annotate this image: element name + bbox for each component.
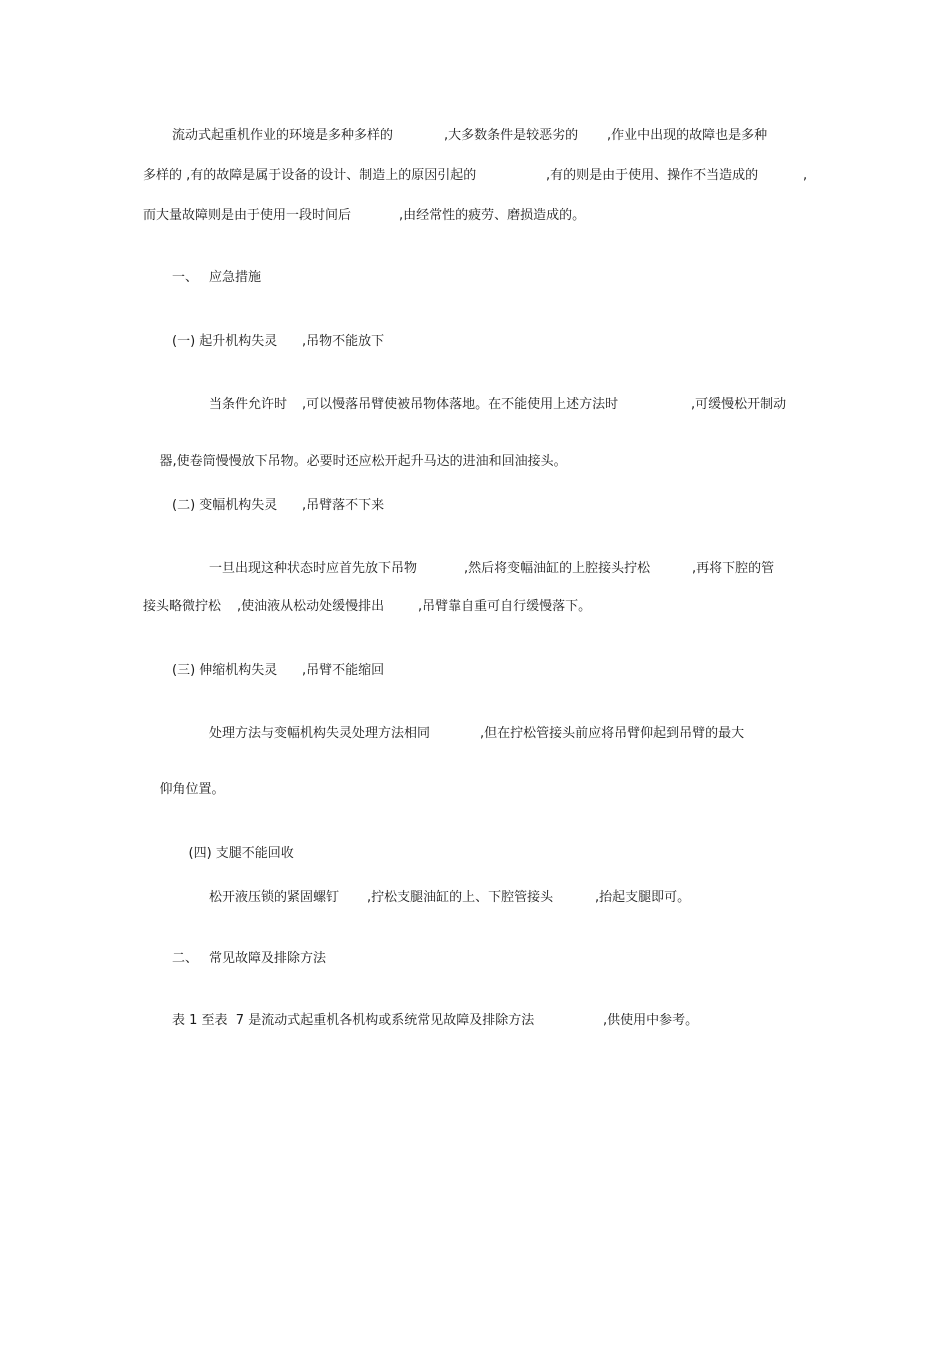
text-segment: , (803, 168, 808, 183)
heading-number: 一、 (172, 270, 199, 285)
text-segment: 流动式起重机作业的环境是多种多样的 (172, 128, 394, 143)
text-segment: (一) 起升机构失灵 (172, 334, 278, 349)
text-segment: 而大量故障则是由于使用一段时间后 (143, 208, 352, 223)
text-segment: (二) 变幅机构失灵 (172, 498, 278, 513)
text-segment: 仰角位置。 (159, 782, 225, 797)
text-segment: 一旦出现这种状态时应首先放下吊物 (209, 561, 418, 576)
section-2-line-1 (0, 1012, 950, 1084)
subsection-1-line-2 (143, 435, 567, 489)
heading-number: 二、 (172, 951, 199, 966)
text-segment: 多样的 ,有的故障是属于设备的设计、制造上的原因引起的 (143, 168, 477, 183)
subsection-2-title (0, 497, 950, 569)
text-segment: 表 1 至表 7 是流动式起重机各机构或系统常见故障及排除方法 (172, 1013, 535, 1028)
text-segment: (三) 伸缩机构失灵 (172, 663, 278, 678)
text-segment: ,吊臂落不下来 (302, 498, 385, 513)
text-segment: 器,使卷筒慢慢放下吊物。必要时还应松开起升马达的进油和回油接头。 (159, 454, 567, 469)
text-segment: ,有的则是由于使用、操作不当造成的 (546, 168, 759, 183)
text-segment: ,抬起支腿即可。 (595, 890, 691, 905)
subsection-3-line-2 (143, 763, 225, 817)
heading-text: 应急措施 (209, 270, 262, 285)
heading-text: 常见故障及排除方法 (209, 951, 327, 966)
text-segment: ,拧松支腿油缸的上、下腔管接头 (367, 890, 554, 905)
text-segment: 处理方法与变幅机构失灵处理方法相同 (209, 726, 431, 741)
text-segment: ,再将下腔的管 (692, 561, 775, 576)
subsection-1-title (0, 333, 950, 405)
text-segment: (四) 支腿不能回收 (188, 846, 294, 861)
text-segment: ,作业中出现的故障也是多种 (607, 128, 768, 143)
section-1-heading (0, 269, 950, 341)
text-segment: ,使油液从松动处缓慢排出 (237, 599, 385, 614)
text-segment: ,然后将变幅油缸的上腔接头拧松 (464, 561, 651, 576)
text-segment: ,可缓慢松开制动 (691, 397, 787, 412)
subsection-4-title (172, 827, 294, 881)
text-segment: ,由经常性的疲劳、磨损造成的。 (399, 208, 586, 223)
text-segment: 接头略微拧松 (143, 599, 222, 614)
text-segment: ,供使用中参考。 (603, 1013, 699, 1028)
text-segment: ,大多数条件是较恶劣的 (444, 128, 579, 143)
text-segment: ,但在拧松管接头前应将吊臂仰起到吊臂的最大 (480, 726, 745, 741)
text-segment: ,吊臂不能缩回 (302, 663, 385, 678)
text-segment: 当条件允许时 (209, 397, 288, 412)
subsection-3-title (0, 662, 950, 734)
text-segment: ,吊臂靠自重可自行缓慢落下。 (418, 599, 592, 614)
text-segment: ,吊物不能放下 (302, 334, 385, 349)
text-segment: ,可以慢落吊臂使被吊物体落地。在不能使用上述方法时 (302, 397, 619, 412)
text-segment: 松开液压锁的紧固螺钉 (209, 890, 340, 905)
